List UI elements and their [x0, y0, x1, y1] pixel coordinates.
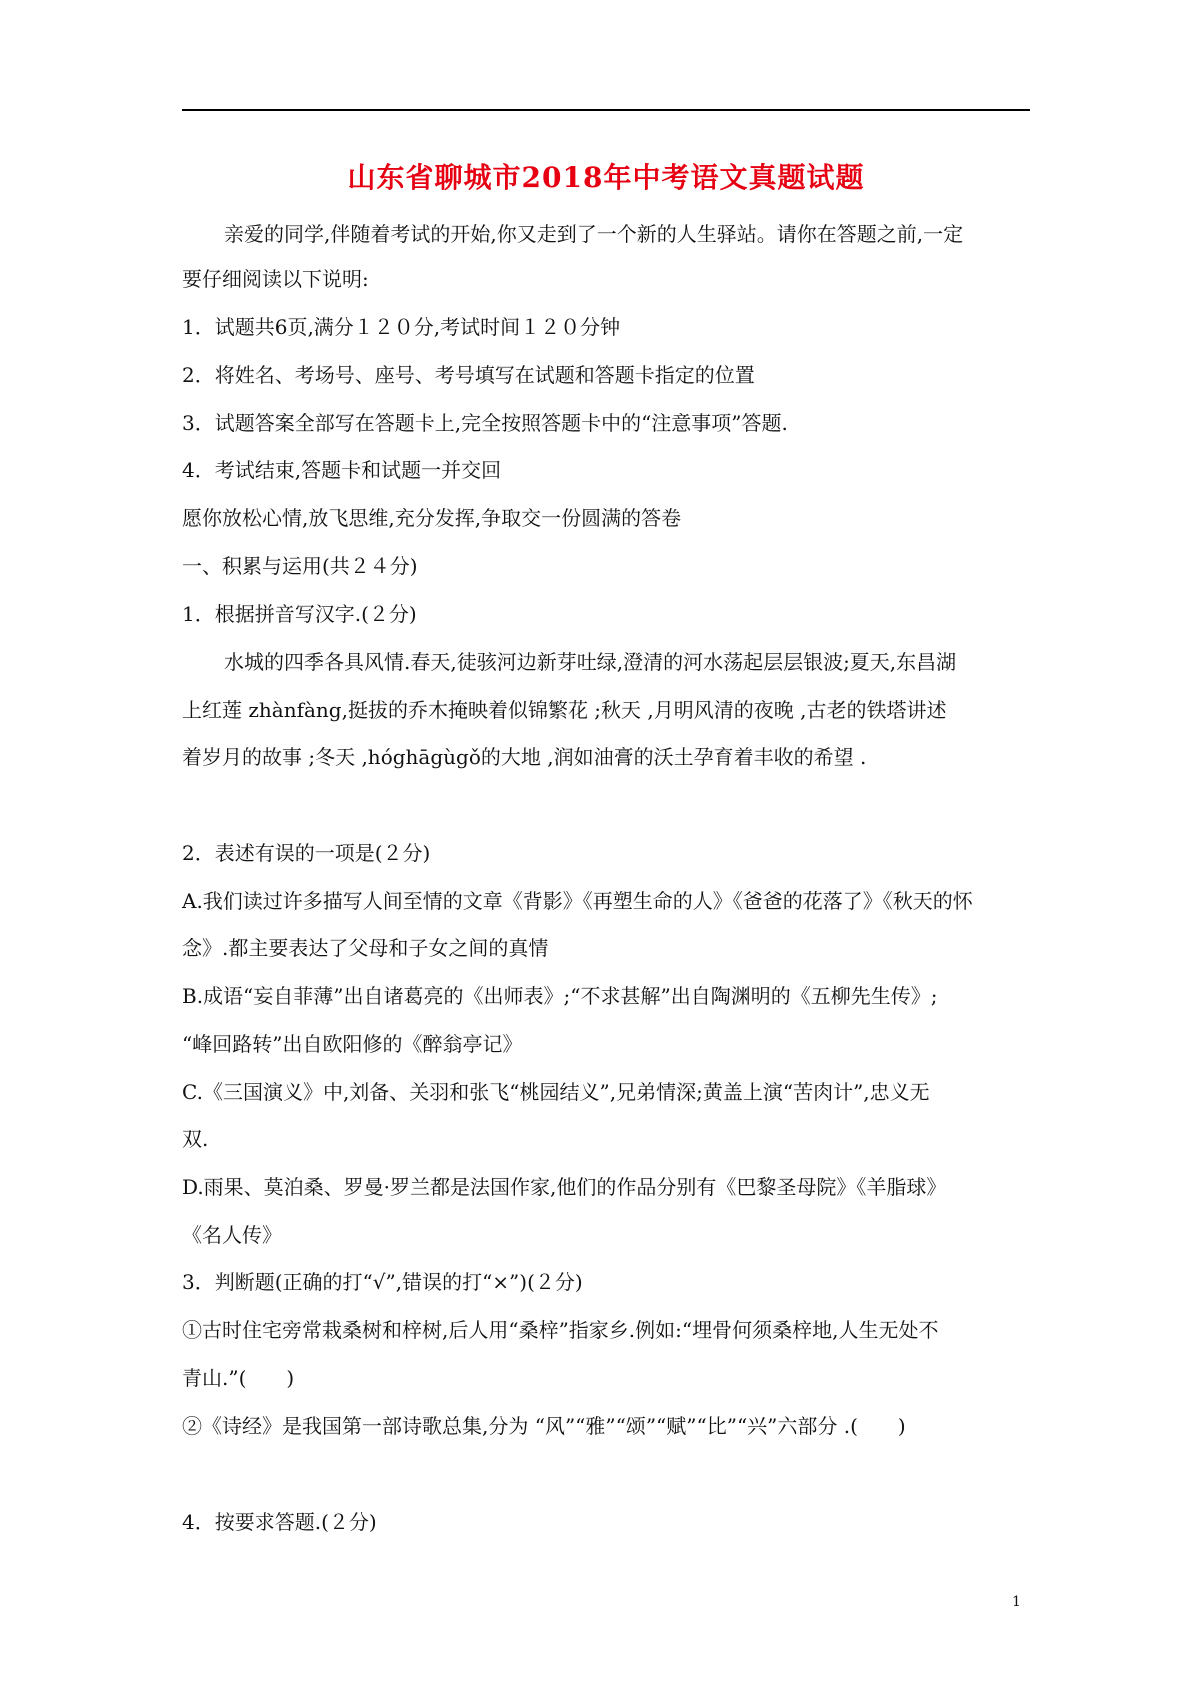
section-heading: 一、积累与运用(共２４分): [182, 554, 418, 578]
option-text: C.《三国演义》中,刘备、关羽和张飞“桃园结义”,兄弟情深;黄盖上演“苦肉计”,忠义无: [182, 1080, 930, 1104]
option-text: B.成语“妄自菲薄”出自诸葛亮的《出师表》;“不求甚解”出自陶渊明的《五柳先生传》;: [182, 984, 938, 1008]
question-heading-3: 3．判断题(正确的打“√”,错误的打“×”)(２分): [182, 1270, 583, 1294]
question-heading-1: 1．根据拼音写汉字.(２分): [182, 602, 417, 626]
intro-line: 要仔细阅读以下说明:: [182, 267, 369, 291]
exam-title: 山东省聊城市2018年中考语文真题试题: [347, 161, 865, 194]
question-text: 上红莲 zhànfàng,挺拔的乔木掩映着似锦繁花 ;秋天 ,月明风清的夜晚 ,古老的铁塔讲述: [182, 698, 947, 722]
intro-line: 亲爱的同学,伴随着考试的开始,你又走到了一个新的人生驿站。请你在答题之前,一定: [224, 222, 964, 246]
option-text: “峰回路转”出自欧阳修的《醉翁亭记》: [182, 1032, 523, 1056]
question-heading-4: 4．按要求答题.(２分): [182, 1510, 377, 1534]
header-rule: [182, 109, 1030, 111]
judgment-item: ②《诗经》是我国第一部诗歌总集,分为 “风”“雅”“颂”“赋”“比”“兴”六部分 .( ): [182, 1414, 906, 1438]
question-text: 水城的四季各具风情.春天,徒骇河边新芽吐绿,澄清的河水荡起层层银波;夏天,东昌湖: [224, 650, 957, 674]
instruction-item: 4．考试结束,答题卡和试题一并交回: [182, 458, 502, 482]
option-text: 双.: [182, 1127, 209, 1151]
question-heading-2: 2．表述有误的一项是(２分): [182, 841, 431, 865]
instruction-item: 2．将姓名、考场号、座号、考号填写在试题和答题卡指定的位置: [182, 363, 755, 387]
wish-text: 愿你放松心情,放飞思维,充分发挥,争取交一份圆满的答卷: [182, 506, 682, 530]
option-text: 念》.都主要表达了父母和子女之间的真情: [182, 936, 549, 960]
instruction-item: 3．试题答案全部写在答题卡上,完全按照答题卡中的“注意事项”答题.: [182, 411, 788, 435]
option-text: A.我们读过许多描写人间至情的文章《背影》《再塑生命的人》《爸爸的花落了》《秋天的怀: [182, 889, 973, 913]
option-text: D.雨果、莫泊桑、罗曼·罗兰都是法国作家,他们的作品分别有《巴黎圣母院》《羊脂球》: [182, 1175, 947, 1199]
page-number: 1: [1012, 1594, 1021, 1610]
question-text: 着岁月的故事 ;冬天 ,hóghāgùgǒ的大地 ,润如油膏的沃土孕育着丰收的希望 .: [182, 745, 867, 769]
instruction-item: 1．试题共6页,满分１２０分,考试时间１２０分钟: [182, 315, 621, 339]
option-text: 《名人传》: [182, 1223, 282, 1247]
judgment-item: 青山.”( ): [182, 1366, 295, 1390]
judgment-item: ①古时住宅旁常栽桑树和梓树,后人用“桑梓”指家乡.例如:“埋骨何须桑梓地,人生无处不: [182, 1318, 939, 1342]
